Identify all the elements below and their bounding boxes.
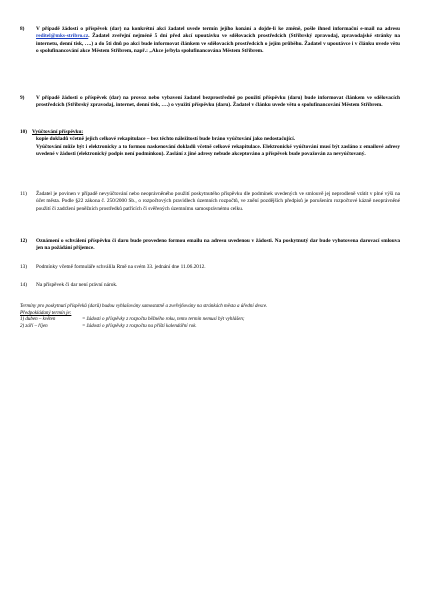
item-text: Vyúčtování může být i elektronicky a to formou naskenování dokladů včetně celkové rekapitulace. Elektronické vyúčtování musí být zasláno z emailové adresy uvedené v žádosti (elektronický podpis není podmínkou). Zaslání z jiné adresy nebude akceptováno a příspěvek bude považován za nevyúčtovaný. bbox=[36, 143, 400, 157]
item-number: 12) bbox=[20, 238, 28, 244]
item-number: 13) bbox=[20, 264, 28, 270]
item-text: Na příspěvek či dar není právní nárok. bbox=[36, 282, 118, 288]
footer-row bbox=[20, 324, 400, 331]
item-11 bbox=[20, 191, 400, 213]
footer-row bbox=[20, 317, 400, 324]
item-text: Oznámení o schválení příspěvku či daru bude provedeno formou emailu na adresu uvedenou v žádosti. Na poskytnutý dar bude vyhotovena darovací smlouva jen na požádání příjemce. bbox=[36, 238, 400, 252]
footer-note bbox=[20, 304, 400, 330]
item-number: 9) bbox=[20, 95, 25, 101]
item-number: 11) bbox=[20, 191, 27, 197]
footer-desc: = žádosti o příspěvky z rozpočtu běžného roku, tento termín nemusí být vyhlášen; bbox=[82, 317, 245, 323]
item-8 bbox=[20, 26, 400, 55]
item-text: Podmínky včetně formuláře schválila Rmě na svém 33. jednání dne 11.06.2012. bbox=[36, 264, 206, 270]
item-text: . Žadatel zveřejní nejméně 5 dní před akcí upoutávku ve sdělovacích prostředcích (Stříbrský zpravodaj, zpravodajské stránky na internetu, denní tisk, ….) a do 5ti dnů po akci bude informovat článkem ve sdělovacích prostředcích o jejím průběhu. Žadatel v upoutávce i v článku uvede větu o spolufinancování akce Městem Stříbrem, např.: „Akce je/byla spolufinancována Městem Stříbrem. bbox=[36, 33, 400, 54]
item-12 bbox=[20, 238, 400, 253]
item-10 bbox=[20, 129, 400, 158]
footer-line: Termíny pro poskytnutí příspěvků (darů) budou vyhlašovány samostatně a zveřejňovány na stránkách města a úřední desce. bbox=[20, 304, 268, 309]
item-9 bbox=[20, 95, 400, 110]
footer-period: 1) duben – květen bbox=[20, 317, 56, 323]
item-text: kopie dokladů včetně jejich celkové rekapitulace – bez těchto náležitostí bude bráno vyúčtování jako nedostačující. bbox=[36, 136, 295, 143]
footer-subheading: Předpokládaný termín je: bbox=[20, 310, 72, 316]
section-heading: Vyúčtování příspěvku: bbox=[32, 129, 84, 135]
item-text: V případě žádosti o příspěvek (dar) na provoz nebo vybavení žadatel bezprostředně po použití příspěvku (daru) bude informovat článkem ve sdělovacích prostředcích (Stříbrský zpravodaj, internet, denní tisk, ….) o využití příspěvku (daru). Žadatel v článku uvede větu o spolufinancování Městem Stříbrem. bbox=[36, 95, 400, 109]
item-number: 10) bbox=[20, 129, 28, 135]
footer-desc: = žádosti o příspěvky z rozpočtu na příští kalendářní rok. bbox=[82, 323, 197, 329]
item-number: 8) bbox=[20, 26, 25, 32]
email-link[interactable]: reditel@mks-stribro.cz bbox=[36, 33, 89, 40]
item-text: Žadatel je povinen v případě nevyúčtování nebo neoprávněného použití poskytnutého příspěvku dle podmínek uvedených ve smlouvě jej neprodleně vrátit v plné výši na účet města. Podle §22 zákona č. 250/2000 Sb., o rozpočtových pravidlech územních rozpočtů, ve znění pozdějších předpisů je porušením rozpočtové kázně neoprávněné použití či zadržení peněžních prostředků patřících či svěřených územnímu samosprávnému celku. bbox=[36, 191, 400, 212]
item-13 bbox=[20, 264, 400, 271]
item-number: 14) bbox=[20, 282, 28, 288]
item-text: V případě žádosti o příspěvek (dar) na konkrétní akci žadatel uvede termín jejího konání a dojde-li ke změně, pošle ihned informační e-mail na adresu bbox=[36, 26, 400, 32]
item-14 bbox=[20, 282, 400, 289]
footer-period: 2) září – říjen bbox=[20, 323, 48, 329]
